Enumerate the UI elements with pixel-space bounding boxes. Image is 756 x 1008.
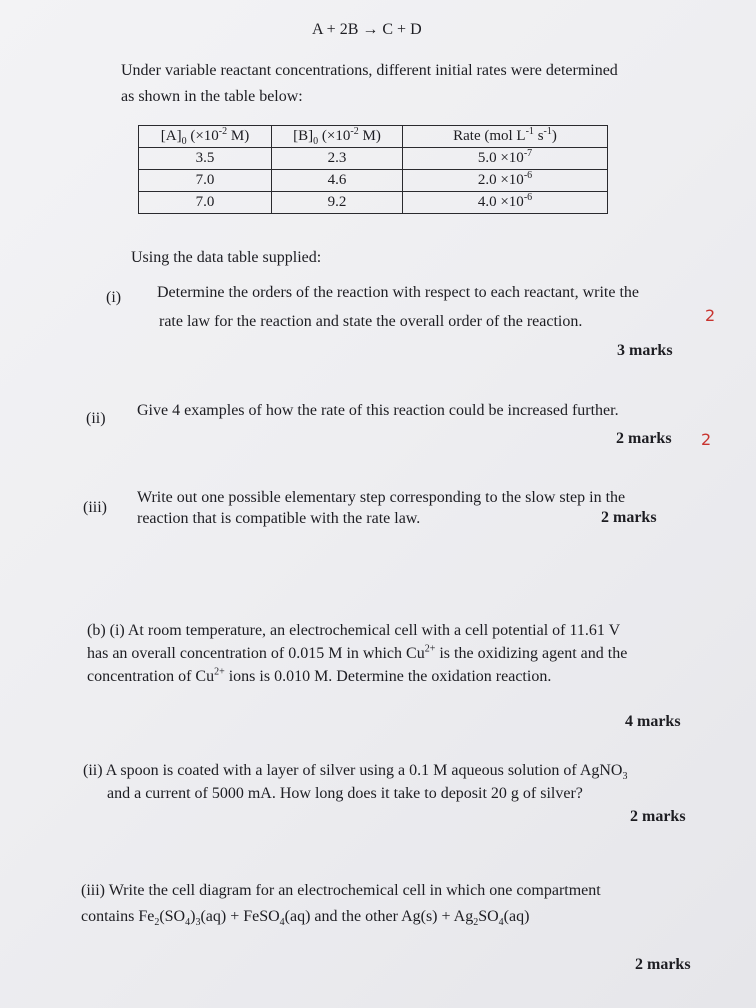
table-row (139, 170, 608, 192)
question-i-line-1: Determine the orders of the reaction with respect to each reactant, write the (157, 284, 639, 301)
question-iii-line-1: Write out one possible elementary step corresponding to the slow step in the (137, 489, 626, 506)
intro-line-2: as shown in the table below: (121, 88, 303, 105)
question-b-i-line-3: concentration of $Cu^{2+}$ ions is 0.010 M. Determine the oxidation reaction. (87, 666, 552, 685)
question-iii-number: (iii) (83, 499, 107, 516)
rate-data-table (138, 125, 608, 214)
question-b-iii-line-1: (iii) Write the cell diagram for an electrochemical cell in which one compartment (81, 882, 601, 899)
cell-rate: $2.0 \times 10^{-6}$ (403, 170, 608, 192)
question-b-i-line-2: has an overall concentration of 0.015 M in which $Cu^{2+}$ is the oxidizing agent and the (87, 643, 628, 662)
table-row (139, 148, 608, 170)
handwritten-score-i: 2 (705, 306, 716, 325)
intro-line-1: Under variable reactant concentrations, different initial rates were determined (121, 62, 618, 79)
cell-a: 7.0 (139, 170, 272, 192)
question-i-line-2: rate law for the reaction and state the overall order of the reaction. (159, 313, 583, 330)
header-rate: Rate (mol $L^{-1}$ $s^{-1}$) (403, 126, 608, 148)
cell-rate: $4.0 \times 10^{-6}$ (403, 192, 608, 214)
header-a-conc: $[A]_0$ ($\times 10^{-2}$ M) (139, 126, 272, 148)
cell-b: 4.6 (272, 170, 403, 192)
cell-b: 9.2 (272, 192, 403, 214)
question-iii-line-2: reaction that is compatible with the rate law. (137, 510, 421, 527)
reaction-equation: A + 2B → C + D (312, 21, 422, 38)
cell-a: 3.5 (139, 148, 272, 170)
question-b-iii-marks: 2 marks (635, 956, 691, 973)
cell-rate: $5.0 \times 10^{-7}$ (403, 148, 608, 170)
question-iii-marks: 2 marks (601, 509, 657, 526)
question-ii-text: Give 4 examples of how the rate of this reaction could be increased further. (137, 402, 619, 419)
question-b-iii-line-2: contains $Fe_2(SO_4)_3(aq)$ + FeSO$_4$(aq) and the other $Ag(s) + Ag_2SO_4(aq)$ (81, 908, 530, 929)
question-b-i-line-1: (b) (i) At room temperature, an electrochemical cell with a cell potential of 11.61 V (87, 622, 621, 639)
question-ii-number: (ii) (86, 410, 106, 427)
question-b-ii-line-1: (ii) A spoon is coated with a layer of silver using a 0.1 M aqueous solution of AgNO$_3$ (83, 762, 628, 783)
table-row (139, 192, 608, 214)
handwritten-score-ii: 2 (701, 430, 712, 449)
question-b-i-marks: 4 marks (625, 713, 681, 730)
question-b-ii-line-2: and a current of 5000 mA. How long does it take to deposit 20 g of silver? (107, 785, 583, 802)
question-i-number: (i) (106, 289, 122, 306)
cell-a: 7.0 (139, 192, 272, 214)
using-data-heading: Using the data table supplied: (131, 249, 322, 266)
header-b-conc: $[B]_0$ ($\times 10^{-2}$ M) (272, 126, 403, 148)
table-header-row (139, 126, 608, 148)
cell-b: 2.3 (272, 148, 403, 170)
question-ii-marks: 2 marks (616, 430, 672, 447)
question-b-ii-marks: 2 marks (630, 808, 686, 825)
question-i-marks: 3 marks (617, 342, 673, 359)
